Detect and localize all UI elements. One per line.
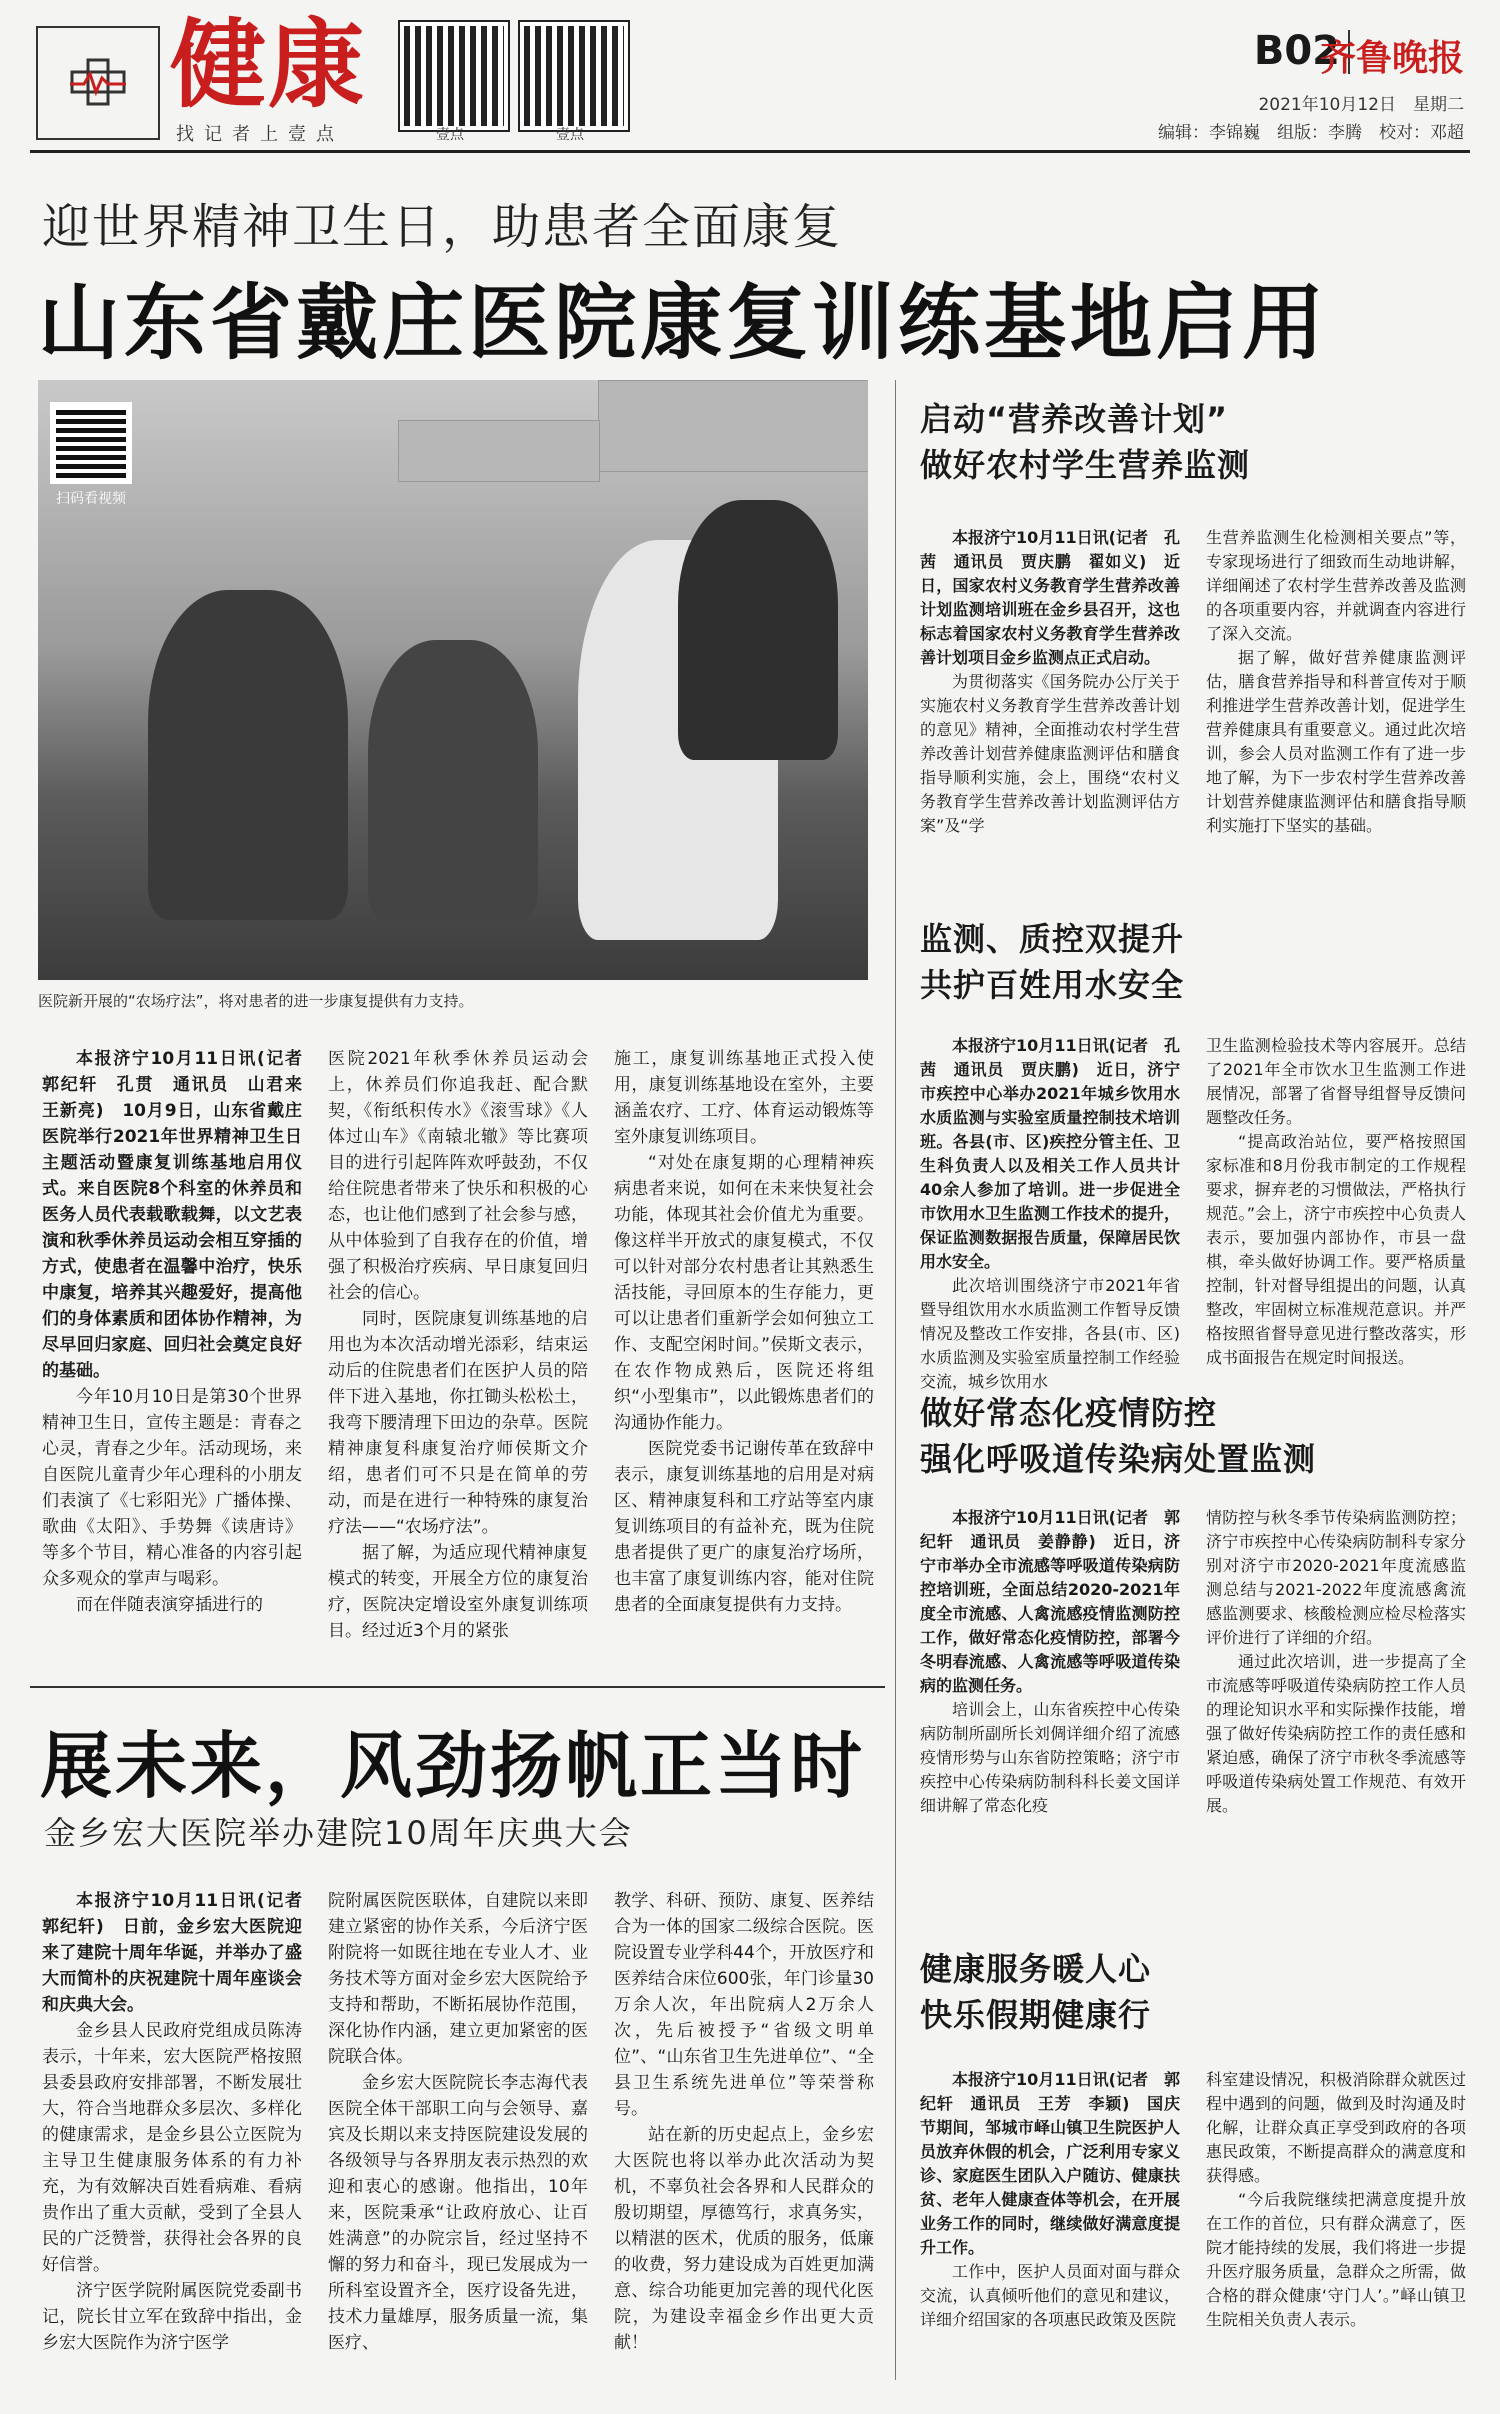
bottom-kicker: 金乡宏大医院举办建院10周年庆典大会 — [44, 1814, 633, 1852]
article-paragraph: 为贯彻落实《国务院办公厅关于实施农村义务教育学生营养改善计划的意见》精神，全面推动农村学生营养改善计划营养健康监测评估和膳食指导顺利实施，会上，围绕“农村义务教育学生营养改善计划监测评估方案”及“学 — [920, 672, 1180, 835]
lead-headline: 山东省戴庄医院康复训练基地启用 — [38, 276, 1329, 371]
article-paragraph: 站在新的历史起点上，金乡宏大医院也将以举办此次活动为契机，不辜负社会各界和人民群众的殷切期望，厚德笃行，求真务实，以精湛的医术，优质的服务，低廉的收费，努力建设成为百姓更加满意、综合功能更加完善的现代化医院，为建设幸福金乡作出更大贡献！ — [614, 2125, 874, 2353]
right-headline-2 — [920, 916, 1184, 1008]
article-paragraph: 院附属医院医联体，自建院以来即建立紧密的协作关系，今后济宁医附院将一如既往地在专业人才、业务技术等方面对金乡宏大医院给予支持和帮助，不断拓展协作范围，深化协作内涵，建立更加紧密的医院联合体。 — [328, 1891, 588, 2067]
newspaper-name: 齐鲁晚报 — [1319, 37, 1464, 79]
bottom-column-1 — [42, 1888, 319, 2356]
right4-column-2 — [1206, 2068, 1466, 2332]
qr-code[interactable] — [520, 22, 628, 130]
lead-column-1 — [42, 1046, 319, 1618]
article-paragraph: 卫生监测检验技术等内容展开。总结了2021年全市饮水卫生监测工作进展情况，部署了省督导组督导反馈问题整改任务。 — [1206, 1036, 1466, 1127]
right2-column-2 — [1206, 1034, 1466, 1370]
article-paragraph: 本报济宁10月11日讯(记者 郭纪轩 通讯员 王芳 李颖) 国庆节期间，邹城市峄山镇卫生院医护人员放弃休假的机会，广泛利用专家义诊、家庭医生团队入户随访、健康扶贫、老年人健康查体等机会，在开展业务工作的同时，继续做好满意度提升工作。 — [920, 2070, 1180, 2257]
headline-line: 启动“营养改善计划” — [920, 400, 1229, 438]
article-paragraph: 此次培训围绕济宁市2021年省暨导组饮用水水质监测工作暂导反馈情况及整改工作安排，各县(市、区)水质监测及实验室质量控制工作经验交流，城乡饮用水 — [920, 1276, 1180, 1391]
bottom-headline: 展未来，风劲扬帆正当时 — [40, 1724, 866, 1808]
article-paragraph: 本报济宁10月11日讯(记者 郭纪轩 通讯员 姜静静) 近日，济宁市举办全市流感等呼吸道传染病防控培训班，全面总结2020-2021年度全市流感、人禽流感疫情监测防控工作，做好常态化疫情防控，部署今冬明春流感、人禽流感等呼吸道传染病的监测任务。 — [920, 1508, 1180, 1695]
photo-caption: 医院新开展的“农场疗法”，将对患者的进一步康复提供有力支持。 — [38, 992, 474, 1010]
article-paragraph: “今后我院继续把满意度提升放在工作的首位，只有群众满意了，医院才能持续的发展，我们将进一步提升医疗服务质量，急群众之所需，做合格的群众健康‘守门人’。”峄山镇卫生院相关负责人表示。 — [1206, 2190, 1466, 2329]
article-paragraph: 济宁医学院附属医院党委副书记，院长甘立军在致辞中指出，金乡宏大医院作为济宁医学 — [42, 2281, 302, 2353]
article-paragraph: 今年10月10日是第30个世界精神卫生日，宣传主题是：青春之心灵，青春之少年。活动现场，来自医院儿童青少年心理科的小朋友们表演了《七彩阳光》广播体操、歌曲《太阳》、手势舞《读唐诗》等多个节目，精心准备的内容引起众多观众的掌声与喝彩。 — [42, 1387, 302, 1589]
article-paragraph: 情防控与秋冬季节传染病监测防控；济宁市疾控中心传染病防制科专家分别对济宁市2020-2021年度流感监测总结与2021-2022年度流感禽流感监测要求、核酸检测应检尽检落实评价进行了详细的介绍。 — [1206, 1508, 1466, 1647]
video-qr-label: 扫码看视频 — [56, 491, 126, 507]
qr-label: 壹点 — [436, 127, 464, 143]
article-paragraph: 科室建设情况，积极消除群众就医过程中遇到的问题，做到及时沟通及时化解，让群众真正享受到政府的各项惠民政策，不断提高群众的满意度和获得感。 — [1206, 2070, 1466, 2185]
section-logo — [36, 26, 160, 140]
lead-kicker: 迎世界精神卫生日，助患者全面康复 — [42, 199, 843, 255]
headline-line: 做好农村学生营养监测 — [920, 446, 1251, 484]
article-paragraph: “对处在康复期的心理精神疾病患者来说，如何在未来快复社会功能，体现其社会价值尤为重要。像这样半开放式的康复模式，不仅可以针对部分农村患者让其熟悉生活技能，寻回原本的生存能力，更可以让患者们重新学会如何独立工作、支配空闲时间。”侯斯文表示，在农作物成熟后，医院还将组织“小型集市”，以此锻炼患者们的沟通协作能力。 — [614, 1153, 874, 1433]
section-title: 健康 — [170, 9, 366, 121]
column-divider — [895, 380, 896, 2380]
article-paragraph: 本报济宁10月11日讯(记者 郭纪轩 孔贯 通讯员 山君来 王新亮) 10月9日，山东省戴庄医院举行2021年世界精神卫生日主题活动暨康复训练基地启用仪式。来自医院8个科室的休养员和医务人员代表载歌载舞，以文艺表演和秋季休养员运动会相互穿插的方式，使患者在温馨中治疗，快乐中康复，培养其兴趣爱好，提高他们的身体素质和团体协作精神，为尽早回归家庭、回归社会奠定良好的基础。 — [42, 1049, 319, 1381]
issue-date: 2021年10月12日 星期二 — [1258, 95, 1464, 115]
bottom-column-3 — [614, 1888, 874, 2356]
article-paragraph: 同时，医院康复训练基地的启用也为本次活动增光添彩，结束运动后的住院患者们在医护人员的陪伴下进入基地，你扛锄头松松土，我弯下腰清理下田边的杂草。医院精神康复科康复治疗师侯斯文介绍，患者们可不只是在简单的劳动，而是在进行一种特殊的康复治疗法——“农场疗法”。 — [328, 1309, 588, 1537]
right-headline-4 — [920, 1946, 1151, 2038]
article-paragraph: “提高政治站位，要严格按照国家标准和8月份我市制定的工作规程要求，摒弃老的习惯做法，严格执行规范。”会上，济宁市疾控中心负责人表示，要加强内部协作，市县一盘棋，牵头做好协调工作。要严格质量控制，针对督导组提出的问题，认真整改，牢固树立标准规范意识。并严格按照省督导意见进行整改落实，形成书面报告在规定时间报送。 — [1206, 1132, 1466, 1367]
article-paragraph: 医院2021年秋季休养员运动会上，休养员们你追我赶、配合默契，《衔纸积传水》《滚雪球》《人体过山车》《南辕北辙》等比赛项目的进行引起阵阵欢呼鼓劲，不仅给住院患者带来了快乐和积极的心态，也让他们感到了社会参与感，从中体验到了自我存在的价值，增强了积极治疗疾病、早日康复回归社会的信心。 — [328, 1049, 588, 1303]
article-paragraph: 工作中，医护人员面对面与群众交流，认真倾听他们的意见和建议，详细介绍国家的各项惠民政策及医院 — [920, 2262, 1180, 2329]
right1-column-1 — [920, 526, 1180, 838]
header-rule — [30, 150, 1470, 153]
lead-column-3 — [614, 1046, 874, 1618]
article-paragraph: 教学、科研、预防、康复、医养结合为一体的国家二级综合医院。医院设置专业学科44个，开放医疗和医养结合床位600张，年门诊量30万余人次，年出院病人2万余人次，先后被授予“省级文明单位”、“山东省卫生先进单位”、“全县卫生系统先进单位”等荣誉称号。 — [614, 1891, 874, 2119]
right-headline-3 — [920, 1390, 1316, 1482]
article-paragraph: 生营养监测生化检测相关要点”等，专家现场进行了细致而生动地讲解，详细阐述了农村学生营养改善及监测的各项重要内容，并就调查内容进行了深入交流。 — [1206, 528, 1466, 643]
article-paragraph: 医院党委书记谢传革在致辞中表示，康复训练基地的启用是对病区、精神康复科和工疗站等室内康复训练项目的有益补充，既为住院患者提供了更广的康复治疗场所，也丰富了康复训练内容，能对住院患者的全面康复提供有力支持。 — [614, 1439, 874, 1615]
right-headline-1 — [920, 396, 1250, 488]
lead-column-2 — [328, 1046, 588, 1644]
article-paragraph: 金乡宏大医院院长李志海代表医院全体干部职工向与会领导、嘉宾及长期以来支持医院建设发展的各级领导与各界朋友表示热烈的欢迎和衷心的感谢。他指出，10年来，医院秉承“让政府放心、让百姓满意”的办院宗旨，经过坚持不懈的努力和奋斗，现已发展成为一所科室设置齐全，医疗设备先进，技术力量雄厚，服务质量一流，集医疗、 — [328, 2073, 588, 2353]
editor-credits: 编辑：李锦巍 组版：李腾 校对：邓超 — [1158, 123, 1464, 143]
article-paragraph: 本报济宁10月11日讯(记者 孔茜 通讯员 贾庆鹏 翟如义) 近日，国家农村义务教育学生营养改善计划监测培训班在金乡县召开，这也标志着国家农村义务教育学生营养改善计划项目金乡监测点正式启动。 — [920, 528, 1180, 667]
article-paragraph: 据了解，做好营养健康监测评估，膳食营养指导和科普宣传对于顺利推进学生营养改善计划，促进学生营养健康具有重要意义。通过此次培训，参会人员对监测工作有了进一步地了解，为下一步农村学生营养改善计划营养健康监测评估和膳食指导顺利实施打下坚实的基础。 — [1206, 648, 1466, 835]
qr-label: 壹点 — [556, 127, 584, 143]
right1-column-2 — [1206, 526, 1466, 838]
right3-column-2 — [1206, 1506, 1466, 1818]
qr-code[interactable] — [400, 22, 508, 130]
lead-photo — [38, 380, 868, 980]
heart-cross-icon — [68, 58, 128, 106]
article-paragraph: 通过此次培训，进一步提高了全市流感等呼吸道传染病防控工作人员的理论知识水平和实际操作技能，增强了做好传染病防控工作的责任感和紧迫感，确保了济宁市秋冬季流感等呼吸道传染病处置工作规范、有效开展。 — [1206, 1652, 1466, 1815]
article-paragraph: 据了解，为适应现代精神康复模式的转变，开展全方位的康复治疗，医院决定增设室外康复训练项目。经过近3个月的紧张 — [328, 1543, 588, 1641]
headline-line: 监测、质控双提升 — [920, 920, 1185, 958]
headline-line: 快乐假期健康行 — [920, 1996, 1152, 2034]
video-qr-code[interactable] — [50, 402, 132, 484]
headline-line: 健康服务暖人心 — [920, 1950, 1152, 1988]
article-paragraph: 培训会上，山东省疾控中心传染病防制所副所长刘倜详细介绍了流感疫情形势与山东省防控策略；济宁市疾控中心传染病防制科科长姜文国详细讲解了常态化疫 — [920, 1700, 1180, 1815]
right3-column-1 — [920, 1506, 1180, 1818]
section-subtitle: 找记者上壹点 — [176, 124, 344, 145]
article-paragraph: 金乡县人民政府党组成员陈涛表示，十年来，宏大医院严格按照县委县政府安排部署，不断发展壮大，符合当地群众多层次、多样化的健康需求，是金乡县公立医院为主导卫生健康服务体系的有力补充，为有效解决百姓看病难、看病贵作出了重大贡献，受到了全县人民的广泛赞誉，获得社会各界的良好信誉。 — [42, 2021, 302, 2275]
section-rule — [30, 1686, 885, 1688]
right4-column-1 — [920, 2068, 1180, 2332]
headline-line: 强化呼吸道传染病处置监测 — [920, 1440, 1317, 1478]
article-paragraph: 本报济宁10月11日讯(记者 郭纪轩) 日前，金乡宏大医院迎来了建院十周年华诞，并举办了盛大而简朴的庆祝建院十周年座谈会和庆典大会。 — [42, 1891, 319, 2015]
right2-column-1 — [920, 1034, 1180, 1394]
article-paragraph: 本报济宁10月11日讯(记者 孔茜 通讯员 贾庆鹏) 近日，济宁市疾控中心举办2021年城乡饮用水水质监测与实验室质量控制技术培训班。各县(市、区)疾控分管主任、卫生科负责人以及相关工作人员共计40余人参加了培训。进一步促进全市饮用水卫生监测工作技术的提升，保证监测数据报告质量，保障居民饮用水安全。 — [920, 1036, 1180, 1271]
headline-line: 做好常态化疫情防控 — [920, 1394, 1218, 1432]
page-number: B02 — [1253, 28, 1340, 74]
headline-line: 共护百姓用水安全 — [920, 966, 1185, 1004]
article-paragraph: 而在伴随表演穿插进行的 — [76, 1595, 263, 1615]
bottom-column-2 — [328, 1888, 588, 2356]
article-paragraph: 施工，康复训练基地正式投入使用，康复训练基地设在室外，主要涵盖农疗、工疗、体育运动锻炼等室外康复训练项目。 — [614, 1049, 874, 1147]
